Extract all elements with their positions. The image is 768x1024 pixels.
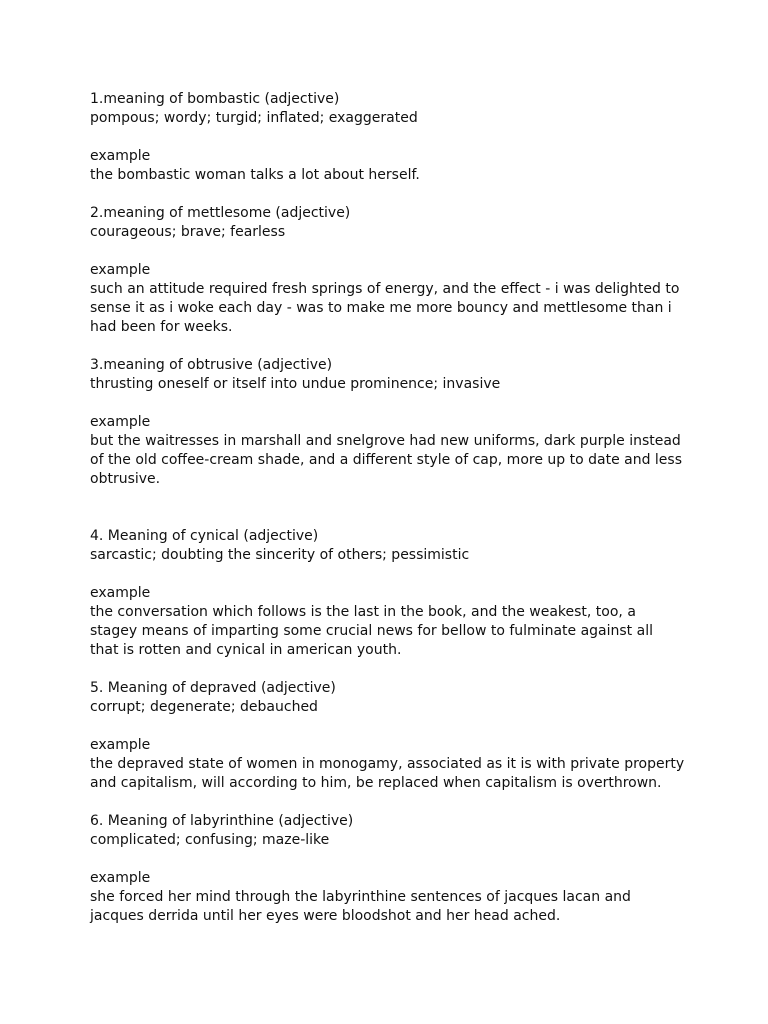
example-line: such an attitude required fresh springs of energy, and the effect - i was delighted to (90, 281, 680, 297)
example-label: example (90, 414, 151, 430)
entry-heading: 3.meaning of obtrusive (adjective) (90, 357, 333, 373)
example-line: sense it as i woke each day - was to make me more bouncy and mettlesome than i (90, 300, 672, 316)
vocab-entry (90, 527, 690, 660)
entry-definition: pompous; wordy; turgid; inflated; exaggerated (90, 110, 418, 126)
example-label: example (90, 870, 151, 886)
vocab-entry (90, 356, 690, 489)
example-label: example (90, 737, 151, 753)
example-line: that is rotten and cynical in american youth. (90, 642, 402, 658)
example-line: but the waitresses in marshall and snelgrove had new uniforms, dark purple instead (90, 433, 681, 449)
vocab-entry (90, 90, 690, 185)
entry-heading: 4. Meaning of cynical (adjective) (90, 528, 319, 544)
example-line: the bombastic woman talks a lot about herself. (90, 167, 420, 183)
entry-definition: corrupt; degenerate; debauched (90, 699, 318, 715)
vocab-entry (90, 812, 690, 926)
example-line: stagey means of imparting some crucial news for bellow to fulminate against all (90, 623, 653, 639)
vocab-entry (90, 679, 690, 793)
example-label: example (90, 262, 151, 278)
example-line: jacques derrida until her eyes were bloodshot and her head ached. (90, 908, 561, 924)
entry-heading: 2.meaning of mettlesome (adjective) (90, 205, 351, 221)
example-label: example (90, 148, 151, 164)
example-line: the depraved state of women in monogamy, associated as it is with private property (90, 756, 685, 772)
entry-heading: 5. Meaning of depraved (adjective) (90, 680, 336, 696)
example-line: had been for weeks. (90, 319, 233, 335)
entry-definition: sarcastic; doubting the sincerity of others; pessimistic (90, 547, 470, 563)
example-line: obtrusive. (90, 471, 161, 487)
example-line: the conversation which follows is the last in the book, and the weakest, too, a (90, 604, 636, 620)
example-line: of the old coffee-cream shade, and a different style of cap, more up to date and less (90, 452, 683, 468)
entry-heading: 1.meaning of bombastic (adjective) (90, 91, 340, 107)
entry-definition: courageous; brave; fearless (90, 224, 286, 240)
entry-heading: 6. Meaning of labyrinthine (adjective) (90, 813, 354, 829)
document-page (90, 90, 690, 926)
vocab-entry (90, 204, 690, 337)
example-label: example (90, 585, 151, 601)
example-line: she forced her mind through the labyrinthine sentences of jacques lacan and (90, 889, 631, 905)
entry-definition: complicated; confusing; maze-like (90, 832, 330, 848)
example-line: and capitalism, will according to him, be replaced when capitalism is overthrown. (90, 775, 662, 791)
entry-definition: thrusting oneself or itself into undue prominence; invasive (90, 376, 501, 392)
